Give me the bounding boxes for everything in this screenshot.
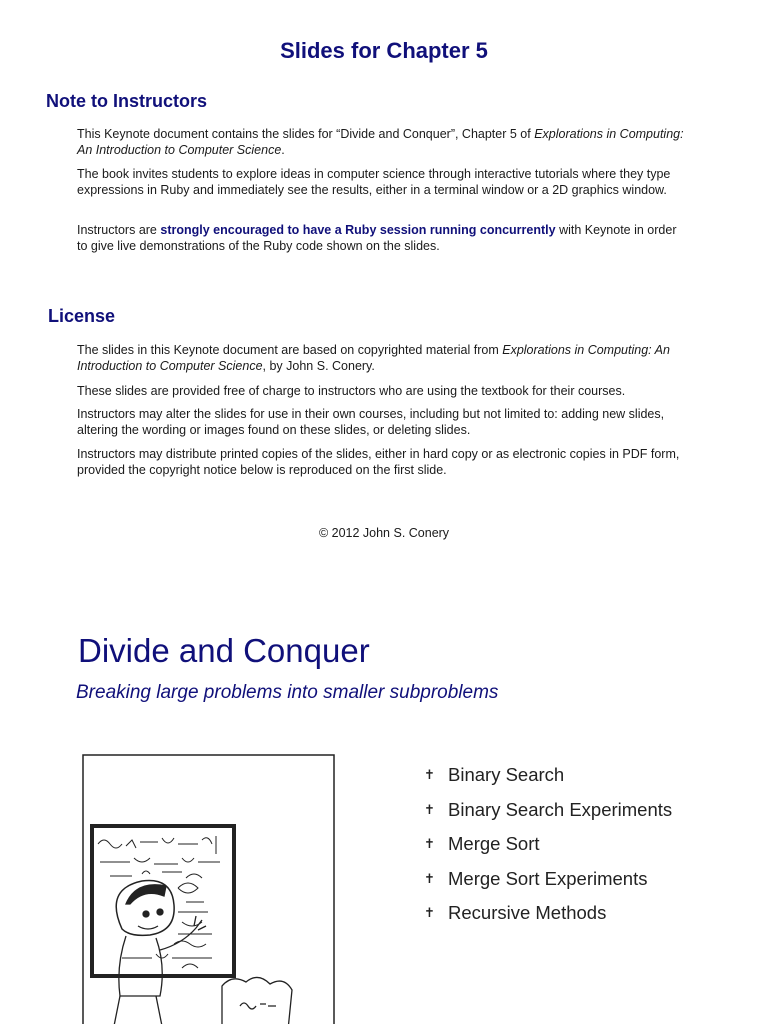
license-paragraph-3: Instructors may alter the slides for use in their own courses, including but not limited to: adding new slides, altering the wording or images found on these slides, or deleting slides. [77,407,665,437]
license-paragraph-2: These slides are provided free of charge to instructors who are using the textbook for their courses. [77,384,626,398]
note-paragraph-2: The book invites students to explore ideas in computer science through interactive tutorials where they type expressions in Ruby and immediately see the results, either in a terminal window or a 2D graphics window. [77,167,671,197]
slide-subtitle: Breaking large problems into smaller subproblems [76,682,499,703]
cross-bullet-icon: ✝ [424,870,435,886]
license-heading: License [48,306,116,326]
license-paragraph-1: The slides in this Keynote document are based on copyrighted material from Explorations in Computing: An Introduction to Computer Science, by John S. Conery. [77,343,670,373]
note-paragraph-1: This Keynote document contains the slides for “Divide and Conquer”, Chapter 5 of Explorations in Computing: An Introduction to Computer Science. [77,127,684,157]
cross-bullet-icon: ✝ [424,905,435,921]
list-item: ✝ Merge Sort Experiments [424,867,648,889]
cartoon-illustration [82,754,335,1024]
list-item: ✝ Binary Search [424,764,565,786]
ruby-session-highlight: strongly encouraged to have a Ruby session running concurrently [160,223,556,237]
copyright-notice: © 2012 John S. Conery [318,526,450,540]
page-title: Slides for Chapter 5 [280,38,488,63]
topic-list [424,758,672,931]
list-item: ✝ Merge Sort [424,833,540,855]
note-paragraph-3: Instructors are strongly encouraged to have a Ruby session running concurrently with Keynote in order to give live demonstrations of the Ruby code shown on the slides. [77,223,677,253]
slide-title: Divide and Conquer [78,632,370,669]
cross-bullet-icon: ✝ [424,801,435,817]
book-title: Explorations in Computing: An Introduction to Computer Science [77,343,670,373]
note-to-instructors-heading: Note to Instructors [46,91,208,111]
list-item: ✝ Recursive Methods [424,902,607,924]
book-title: Explorations in Computing: An Introduction to Computer Science [77,127,684,157]
list-item: ✝ Binary Search Experiments [424,798,673,820]
cross-bullet-icon: ✝ [424,767,435,783]
cross-bullet-icon: ✝ [424,836,435,852]
license-paragraph-4: Instructors may distribute printed copies of the slides, either in hard copy or as electronic copies in PDF form, provided the copyright notice below is reproduced on the first slide. [77,447,680,477]
